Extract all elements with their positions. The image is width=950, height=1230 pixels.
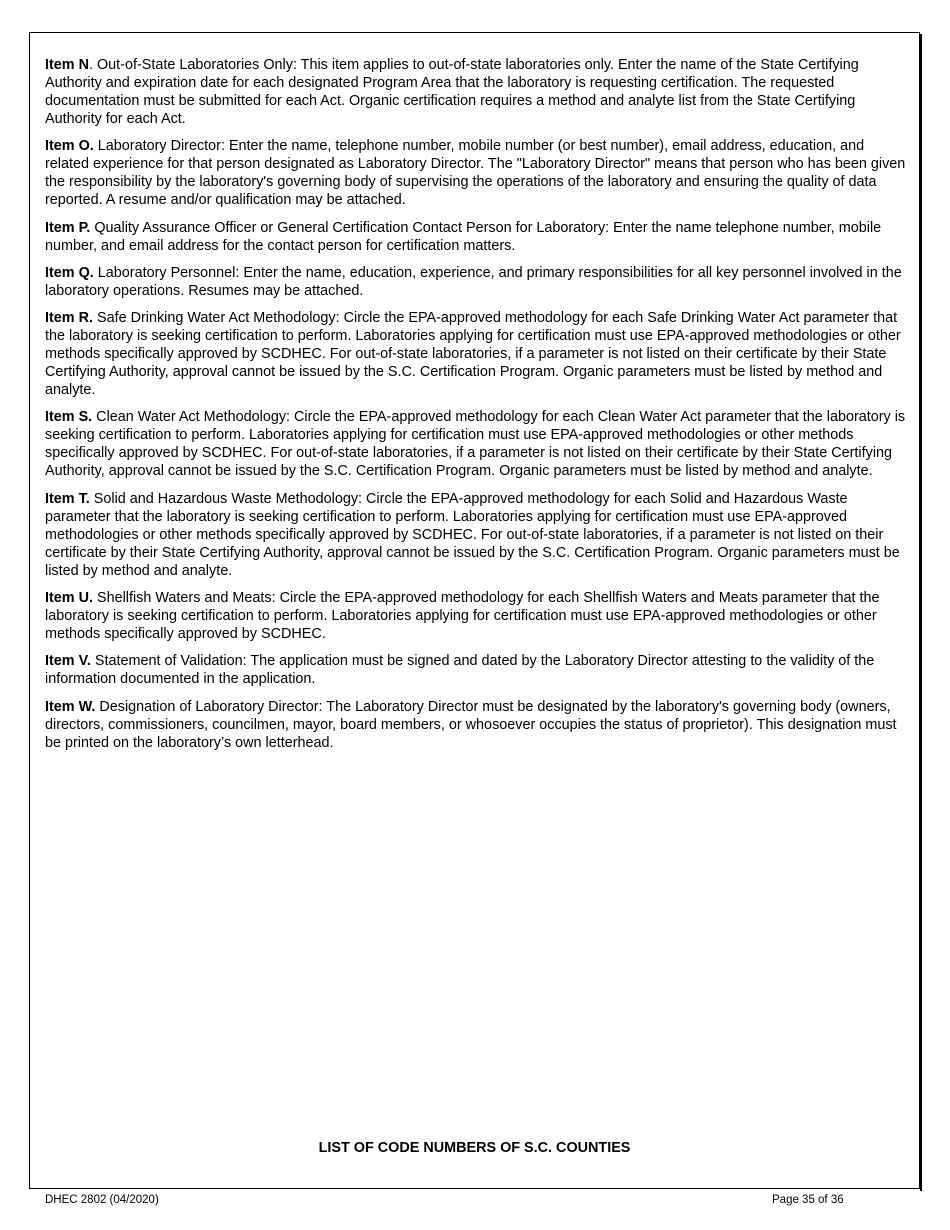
item-text: Statement of Validation: The application must be signed and dated by the Laboratory Director attesting to the validity of the information documented in the application. — [45, 653, 875, 688]
item-label: Item W. — [45, 698, 96, 715]
item-label: Item T. — [45, 490, 90, 507]
item-text: Solid and Hazardous Waste Methodology: Circle the EPA-approved methodology for each Solid and Hazardous Waste parameter that the laboratory is seeking certification to perform. Laboratories applying for certification must use EPA-approved methodologies or other methods specifically approved by SCDHEC. For out-of-state laboratories, if a parameter is not listed on their certificate by their State Certifying Authority, approval cannot be issued by the S.C. Certification Program. Organic parameters must be listed by method and analyte. — [45, 490, 900, 579]
item-text: Laboratory Director: Enter the name, telephone number, mobile number (or best number), email address, education, and related experience for that person designated as Laboratory Director. The "Laboratory Director" means that person who has been given the responsibility by the laboratory's governing body of supervising the operations of the laboratory and ensuring the quality of data reported. A resume and/or qualification may be attached. — [45, 138, 906, 209]
item-label: Item P. — [45, 219, 91, 236]
item-label: Item O. — [45, 138, 94, 155]
item-text: Shellfish Waters and Meats: Circle the EPA-approved methodology for each Shellfish Waters and Meats parameter that the laboratory is seeking certification to perform. Laboratories applying for certification must use EPA-approved methodologies or other methods specifically approved by SCDHEC. — [45, 590, 880, 643]
item-label: Item N — [45, 57, 89, 73]
item-q — [45, 264, 907, 300]
item-n — [45, 56, 907, 128]
item-text: Safe Drinking Water Act Methodology: Circle the EPA-approved methodology for each Safe Drinking Water Act parameter that the laboratory is seeking certification to perform. Laboratories applying for certification must use EPA-approved methodologies or other methods specifically approved by SCDHEC. For out-of-state laboratories, if a parameter is not listed on their certificate by their State Certifying Authority, approval cannot be issued by the S.C. Certification Program. Organic parameters must be listed by method and analyte. — [45, 310, 901, 399]
item-text: . Out-of-State Laboratories Only: This item applies to out-of-state laboratories only. Enter the name of the State Certifying Authority and expiration date for each designated Program Area that the laboratory is requesting certification. The requested documentation must be submitted for each Act. Organic certification requires a method and analyte list from the State Certifying Authority for each Act. — [45, 57, 859, 127]
section-title: LIST OF CODE NUMBERS OF S.C. COUNTIES — [318, 1140, 631, 1156]
form-id: DHEC 2802 (04/2020) — [45, 1194, 159, 1206]
item-v — [45, 652, 907, 688]
page-border-shadow — [920, 34, 922, 1191]
item-s — [45, 408, 907, 480]
item-text: Designation of Laboratory Director: The Laboratory Director must be designated by the laboratory's governing body (owners, directors, commissioners, councilmen, mayor, board members, or whosoever occupies the status of proprietor). This designation must be printed on the laboratory’s own letterhead. — [45, 698, 897, 751]
item-u — [45, 589, 907, 643]
item-p — [45, 219, 907, 255]
item-text: Clean Water Act Methodology: Circle the EPA-approved methodology for each Clean Water Act parameter that the laboratory is seeking certification to perform. Laboratories applying for certification must use EPA-approved methodologies or other methods specifically approved by SCDHEC. For out-of-state laboratories, if a parameter is not listed on their certificate by their State Certifying Authority, approval cannot be issued by the S.C. Certification Program. Organic parameters must be listed by method and analyte. — [45, 409, 906, 480]
item-o — [45, 137, 907, 209]
item-label: Item U. — [45, 590, 93, 607]
item-label: Item Q. — [45, 264, 94, 281]
page-number: Page 35 of 36 — [772, 1194, 844, 1206]
item-text: Laboratory Personnel: Enter the name, education, experience, and primary responsibilities for all key personnel involved in the laboratory operations. Resumes may be attached. — [45, 264, 902, 299]
item-t — [45, 490, 907, 580]
instructions-body — [45, 56, 907, 761]
item-label: Item R. — [45, 310, 93, 327]
item-w — [45, 698, 907, 752]
item-label: Item V. — [45, 653, 91, 670]
item-text: Quality Assurance Officer or General Certification Contact Person for Laboratory: Enter the name telephone number, mobile number, and email address for the contact person for certification matters. — [45, 219, 882, 254]
item-r — [45, 309, 907, 399]
item-label: Item S. — [45, 409, 93, 426]
